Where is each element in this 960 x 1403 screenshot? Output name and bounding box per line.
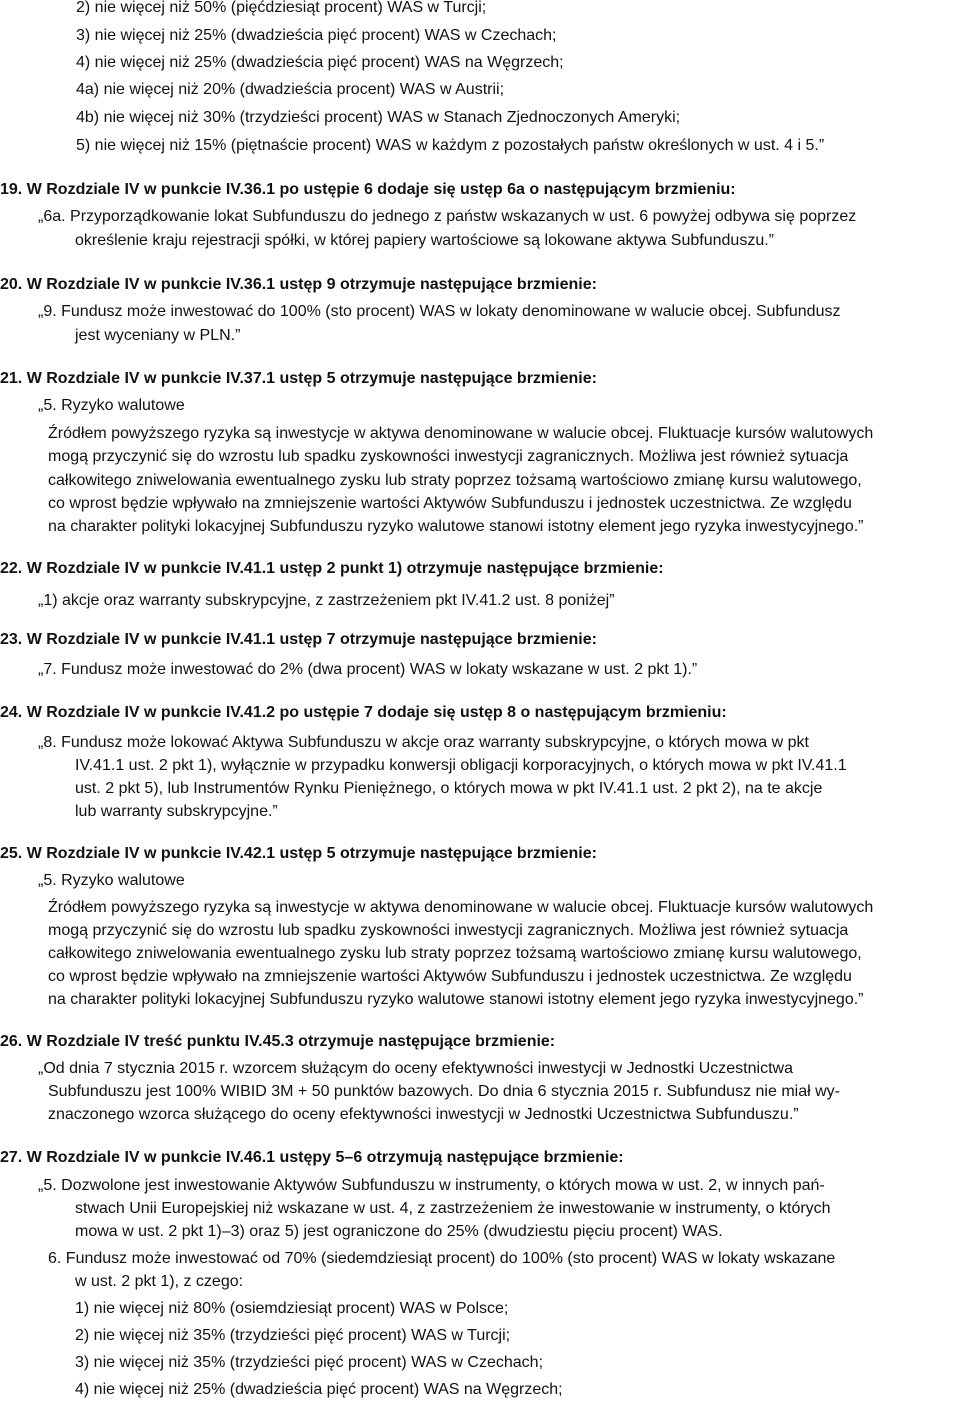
section-heading: 21. W Rozdziale IV w punkcie IV.37.1 ustęp 5 otrzymuje następujące brzmienie: (0, 370, 597, 387)
paragraph-line: mowa w ust. 2 pkt 1)–3) oraz 5) jest ograniczone do 25% (dwudziestu pięciu procent) WAS. (75, 1223, 723, 1240)
paragraph-line: na charakter polityki lokacyjnej Subfunduszu ryzyko walutowe stanowi istotny element jego ryzyka inwestycyjnego.” (48, 991, 864, 1008)
list-item: 3) nie więcej niż 35% (trzydzieści pięć procent) WAS w Czechach; (75, 1354, 544, 1371)
paragraph-line: Subfunduszu jest 100% WIBID 3M + 50 punktów bazowych. Do dnia 6 stycznia 2015 r. Subfundusz nie miał wy- (48, 1083, 840, 1100)
list-item: 4a) nie więcej niż 20% (dwadzieścia procent) WAS w Austrii; (76, 81, 505, 98)
paragraph-line: „5. Ryzyko walutowe (38, 872, 185, 889)
paragraph-line: „1) akcje oraz warranty subskrypcyjne, z zastrzeżeniem pkt IV.41.2 ust. 8 poniżej” (38, 592, 615, 609)
section-heading: 27. W Rozdziale IV w punkcie IV.46.1 ustępy 5–6 otrzymują następujące brzmienie: (0, 1149, 624, 1166)
paragraph-line: znaczonego wzorca służącego do oceny efektywności inwestycji w Jednostki Uczestnictwa Subfunduszu.” (48, 1106, 799, 1123)
paragraph-line: na charakter polityki lokacyjnej Subfunduszu ryzyko walutowe stanowi istotny element jego ryzyka inwestycyjnego.” (48, 518, 864, 535)
paragraph-line: „8. Fundusz może lokować Aktywa Subfunduszu w akcje oraz warranty subskrypcyjne, o których mowa w pkt (38, 734, 809, 751)
list-item: 4) nie więcej niż 25% (dwadzieścia pięć procent) WAS na Węgrzech; (75, 1381, 563, 1398)
paragraph-line: IV.41.1 ust. 2 pkt 1), wyłącznie w przypadku konwersji obligacji korporacyjnych, o których mowa w pkt IV.41.1 (75, 757, 847, 774)
paragraph-line: Źródłem powyższego ryzyka są inwestycje w aktywa denominowane w walucie obcej. Fluktuacje kursów walutowych (48, 899, 874, 916)
list-item: 2) nie więcej niż 35% (trzydzieści pięć procent) WAS w Turcji; (75, 1327, 511, 1344)
paragraph-line: w ust. 2 pkt 1), z czego: (75, 1273, 244, 1290)
list-item: 5) nie więcej niż 15% (piętnaście procent) WAS w każdym z pozostałych państw określonych w ust. 4 i 5.” (76, 137, 825, 154)
section-heading: 23. W Rozdziale IV w punkcie IV.41.1 ustęp 7 otrzymuje następujące brzmienie: (0, 631, 597, 648)
section-heading: 24. W Rozdziale IV w punkcie IV.41.2 po ustępie 7 dodaje się ustęp 8 o następującym brzmieniu: (0, 704, 727, 721)
section-heading: 22. W Rozdziale IV w punkcie IV.41.1 ustęp 2 punkt 1) otrzymuje następujące brzmienie: (0, 560, 664, 577)
paragraph-line: „5. Ryzyko walutowe (38, 397, 185, 414)
paragraph-line: co wprost będzie wpływało na zmniejszenie wartości Aktywów Subfunduszu i jednostek uczestnictwa. Ze względu (48, 968, 852, 985)
paragraph-line: określenie kraju rejestracji spółki, w której papiery wartościowe są lokowane aktywa Subfunduszu.” (75, 232, 774, 249)
paragraph-line: Źródłem powyższego ryzyka są inwestycje w aktywa denominowane w walucie obcej. Fluktuacje kursów walutowych (48, 425, 874, 442)
paragraph-line: co wprost będzie wpływało na zmniejszenie wartości Aktywów Subfunduszu i jednostek uczestnictwa. Ze względu (48, 495, 852, 512)
paragraph-line: „5. Dozwolone jest inwestowanie Aktywów Subfunduszu w instrumenty, o których mowa w ust. 2, w innych pań- (38, 1177, 825, 1194)
section-heading: 19. W Rozdziale IV w punkcie IV.36.1 po ustępie 6 dodaje się ustęp 6a o następującym brzmieniu: (0, 181, 736, 198)
list-item: 3) nie więcej niż 25% (dwadzieścia pięć procent) WAS w Czechach; (76, 27, 557, 44)
list-item: 4) nie więcej niż 25% (dwadzieścia pięć procent) WAS na Węgrzech; (76, 54, 564, 71)
section-heading: 26. W Rozdziale IV treść punktu IV.45.3 otrzymuje następujące brzmienie: (0, 1033, 556, 1050)
paragraph-line: całkowitego zniwelowania ewentualnego zysku lub straty poprzez tożsamą wartościowo zmianę kursu walutowego, (48, 945, 862, 962)
list-item: 1) nie więcej niż 80% (osiemdziesiąt procent) WAS w Polsce; (75, 1300, 509, 1317)
paragraph-line: „Od dnia 7 stycznia 2015 r. wzorcem służącym do oceny efektywności inwestycji w Jednostki Uczestnictwa (38, 1060, 793, 1077)
section-heading: 25. W Rozdziale IV w punkcie IV.42.1 ustęp 5 otrzymuje następujące brzmienie: (0, 845, 597, 862)
paragraph-line: „9. Fundusz może inwestować do 100% (sto procent) WAS w lokaty denominowane w walucie obcej. Subfundusz (38, 303, 841, 320)
paragraph-line: „6a. Przyporządkowanie lokat Subfunduszu do jednego z państw wskazanych w ust. 6 powyżej odbywa się poprzez (38, 208, 857, 225)
paragraph-line: całkowitego zniwelowania ewentualnego zysku lub straty poprzez tożsamą wartościowo zmianę kursu walutowego, (48, 472, 862, 489)
paragraph-line: ust. 2 pkt 5), lub Instrumentów Rynku Pieniężnego, o których mowa w pkt IV.41.1 ust. 2 pkt 2), na te akcje (75, 780, 823, 797)
paragraph-line: mogą przyczynić się do wzrostu lub spadku zyskowności inwestycji zagranicznych. Możliwa jest również sytuacja (48, 448, 849, 465)
paragraph-line: mogą przyczynić się do wzrostu lub spadku zyskowności inwestycji zagranicznych. Możliwa jest również sytuacja (48, 922, 849, 939)
paragraph-line: 6. Fundusz może inwestować od 70% (siedemdziesiąt procent) do 100% (sto procent) WAS w lokaty wskazane (48, 1250, 836, 1267)
paragraph-line: „7. Fundusz może inwestować do 2% (dwa procent) WAS w lokaty wskazane w ust. 2 pkt 1).” (38, 661, 698, 678)
paragraph-line: stwach Unii Europejskiej niż wskazane w ust. 4, z zastrzeżeniem że inwestowanie w instrumenty, o których (75, 1200, 831, 1217)
list-item: 4b) nie więcej niż 30% (trzydzieści procent) WAS w Stanach Zjednoczonych Ameryki; (76, 109, 681, 126)
paragraph-line: jest wyceniany w PLN.” (75, 327, 241, 344)
paragraph-line: lub warranty subskrypcyjne.” (75, 803, 278, 820)
list-item: 2) nie więcej niż 50% (pięćdziesiąt procent) WAS w Turcji; (76, 0, 487, 16)
section-heading: 20. W Rozdziale IV w punkcie IV.36.1 ustęp 9 otrzymuje następujące brzmienie: (0, 276, 597, 293)
